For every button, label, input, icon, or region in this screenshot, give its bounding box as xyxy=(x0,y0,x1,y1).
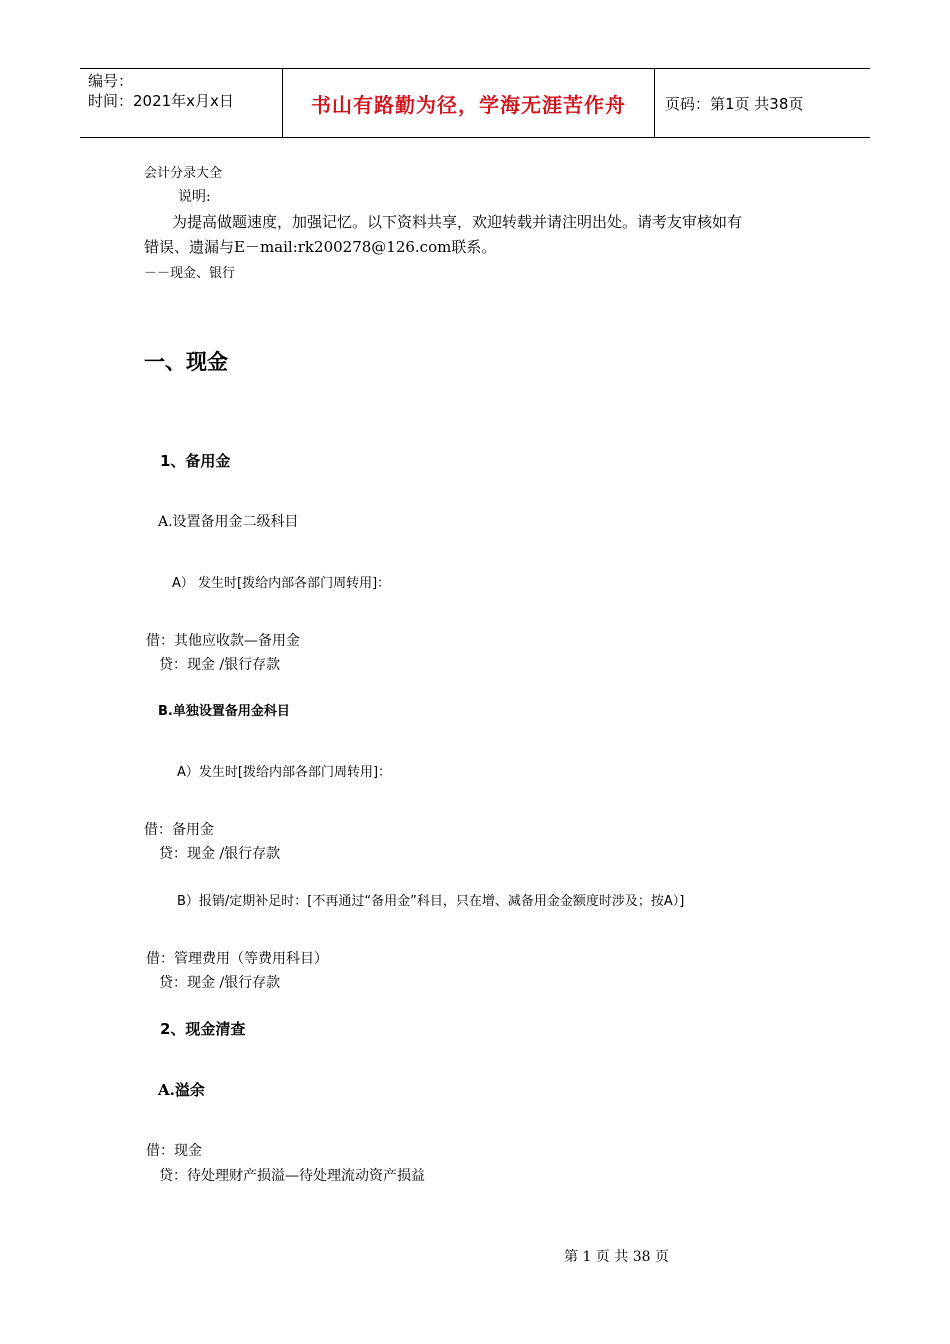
option-b-title: B.单独设置备用金科目 xyxy=(158,704,290,719)
entry-credit: 贷：现金 /银行存款 xyxy=(159,846,281,862)
section-heading-cash: 一、现金 xyxy=(144,350,228,374)
note-line-2: 错误、遗漏与E－mail:rk200278@126.com联系。 xyxy=(144,238,497,256)
document-title: 会计分录大全 xyxy=(144,166,223,181)
header-motto: 书山有路勤为径，学海无涯苦作舟 xyxy=(282,69,655,137)
document-time-label: 时间：2021年x月x日 xyxy=(88,92,234,110)
header-page-label: 页码：第1页 共38页 xyxy=(665,94,804,113)
footer-page-number: 第 1 页 共 38 页 xyxy=(564,1249,669,1265)
entry-debit: 借：现金 xyxy=(146,1143,202,1159)
option-b-case-a: A）发生时[拨给内部各部门周转用]： xyxy=(177,765,392,780)
document-subtitle: －－现金、银行 xyxy=(144,266,236,281)
entry-debit: 借：其他应收款—备用金 xyxy=(146,633,300,649)
option-b-case-b: B）报销/定期补足时：[不再通过“备用金”科目，只在增、减备用金金额度时涉及；按A）] xyxy=(177,894,685,909)
subsection-heading-cash-count: 2、现金清查 xyxy=(160,1020,246,1038)
entry-credit: 贷：现金 /银行存款 xyxy=(159,975,281,991)
entry-debit: 借：备用金 xyxy=(144,822,214,838)
note-line-1: 为提高做题速度，加强记忆。以下资料共享，欢迎转载并请注明出处。请考友审核如有 xyxy=(172,213,743,231)
subsection-heading-petty-cash: 1、备用金 xyxy=(160,452,231,470)
note-label: 说明: xyxy=(178,189,211,205)
document-number-label: 编号： xyxy=(88,72,134,90)
entry-credit: 贷：待处理财产损溢—待处理流动资产损益 xyxy=(159,1168,425,1184)
header-info-cell xyxy=(80,69,282,137)
option-a-title: A.设置备用金二级科目 xyxy=(158,514,299,530)
option-a-case: A） 发生时[拨给内部各部门周转用]： xyxy=(172,576,391,591)
header-table xyxy=(80,68,870,138)
entry-credit: 贷：现金 /银行存款 xyxy=(159,657,281,673)
entry-debit: 借：管理费用（等费用科目） xyxy=(146,951,328,967)
surplus-title: A.溢余 xyxy=(158,1081,205,1099)
